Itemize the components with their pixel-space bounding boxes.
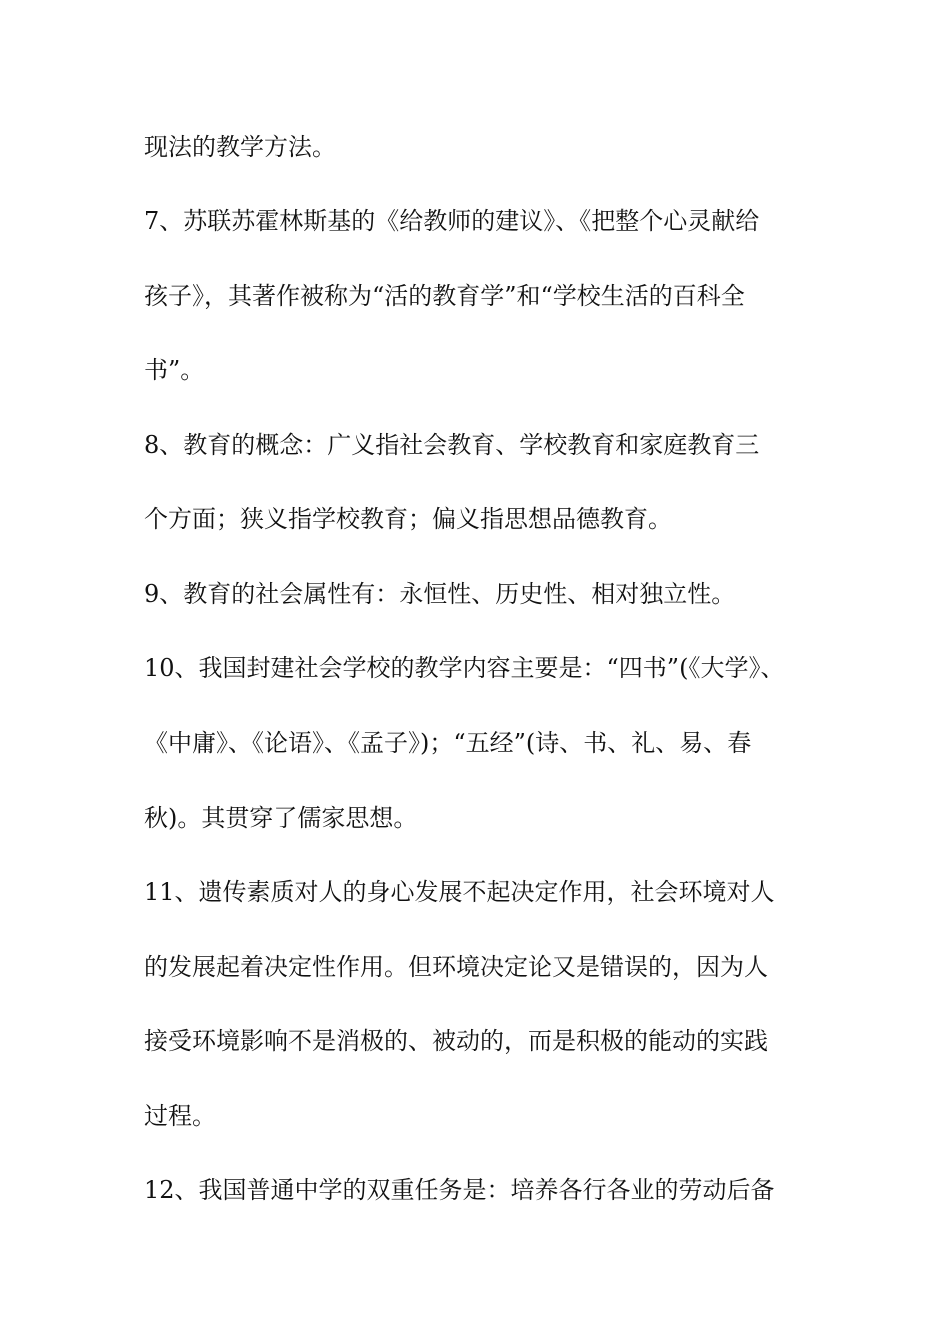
text-line: 个方面；狭义指学校教育；偏义指思想品德教育。 — [144, 505, 672, 533]
text-line: 秋)。其贯穿了儒家思想。 — [144, 804, 418, 832]
text-line: 接受环境影响不是消极的、被动的，而是积极的能动的实践 — [144, 1027, 768, 1055]
text-line: 12、我国普通中学的双重任务是：培养各行各业的劳动后备 — [144, 1176, 775, 1204]
text-line: 7、苏联苏霍林斯基的《给教师的建议》、《把整个心灵献给 — [144, 207, 760, 235]
text-line: 10、我国封建社会学校的教学内容主要是：“四书”(《大学》、 — [144, 654, 785, 682]
text-line: 9、教育的社会属性有：永恒性、历史性、相对独立性。 — [144, 580, 736, 608]
text-line: 的发展起着决定性作用。但环境决定论又是错误的，因为人 — [144, 953, 768, 981]
text-line: 8、教育的概念：广义指社会教育、学校教育和家庭教育三 — [144, 431, 760, 459]
text-line: 孩子》，其著作被称为“活的教育学”和“学校生活的百科全 — [144, 282, 745, 310]
text-line: 《中庸》、《论语》、《孟子》)；“五经”(诗、书、礼、易、春 — [144, 729, 752, 757]
text-line: 现法的教学方法。 — [144, 133, 336, 161]
text-line: 过程。 — [144, 1102, 216, 1130]
text-line: 11、遗传素质对人的身心发展不起决定作用，社会环境对人 — [144, 878, 775, 906]
text-line: 书”。 — [144, 356, 205, 384]
